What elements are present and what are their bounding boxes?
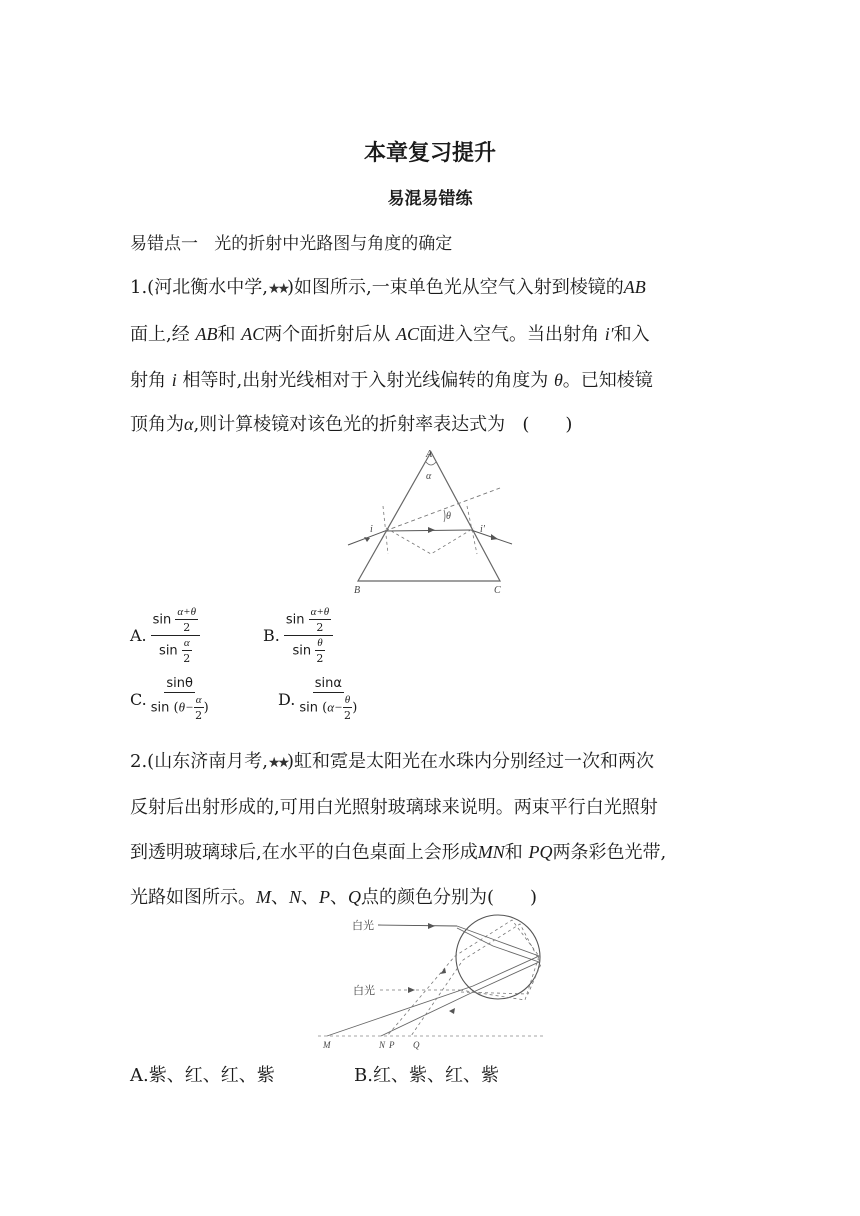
point-p-label: P [389, 1040, 395, 1050]
angle-i-prime-label: i′ [480, 524, 485, 535]
q2-line-3: 到透明玻璃球后,在水平的白色桌面上会形成MN和 PQ两条彩色光带, [130, 842, 667, 863]
white-light-top-label: 白光 [352, 919, 374, 932]
option-c[interactable]: C. sinθ sin (θ− $\frac{\alpha}{2}$ ) [130, 676, 209, 722]
angle-theta-label: θ [446, 511, 451, 522]
error-point-label: 易错点一 [130, 234, 198, 254]
page-title: 本章复习提升 [363, 141, 496, 166]
section-subtitle: 易混易错练 [387, 189, 473, 209]
point-q-label: Q [413, 1040, 420, 1050]
q1-line-3: 射角 i 相等时,出射光线相对于入射光线偏转的角度为 θ。已知棱镜 [130, 370, 653, 391]
option-b[interactable]: B. sin $\frac{\alpha+\theta}{2}$ sin $\frac{\theta}{2}$ [263, 606, 333, 665]
angle-i-label: i [370, 524, 373, 535]
point-n-label: N [379, 1040, 386, 1050]
error-point-text: 光的折射中光路图与角度的确定 [214, 234, 453, 254]
glass-sphere-figure [315, 912, 547, 1050]
vertex-c-label: C [494, 585, 501, 596]
point-m-label: M [323, 1040, 331, 1050]
q2-option-a[interactable]: A.紫、红、红、紫 [130, 1065, 275, 1086]
vertex-a-label: A [426, 449, 433, 460]
q1-line-2: 面上,经 AB和 AC两个面折射后从 AC面进入空气。当出射角 i′和入 [130, 324, 650, 345]
q1-line-1: 1.(河北衡水中学,★★)如图所示,一束单色光从空气入射到棱镜的AB [130, 277, 646, 298]
option-a[interactable]: A. sin $\frac{\alpha+\theta}{2}$ sin $\frac{\alpha}{2}$ [130, 606, 200, 665]
prism-figure [340, 446, 520, 596]
difficulty-stars-icon: ★★ [267, 755, 288, 771]
vertex-b-label: B [354, 585, 361, 596]
q2-line-2: 反射后出射形成的,可用白光照射玻璃球来说明。两束平行白光照射 [130, 797, 658, 818]
q2-option-b[interactable]: B.红、紫、红、紫 [354, 1065, 499, 1086]
error-point-heading [130, 229, 452, 254]
difficulty-stars-icon: ★★ [267, 281, 288, 297]
q2-line-4: 光路如图所示。M、N、P、Q点的颜色分别为( ) [130, 887, 538, 908]
q1-line-4: 顶角为α,则计算棱镜对该色光的折射率表达式为 ( ) [130, 414, 573, 435]
white-light-mid-label: 白光 [353, 984, 375, 997]
option-d[interactable]: D. sinα sin (α− $\frac{\theta}{2}$ ) [278, 676, 358, 722]
q2-line-1: 2.(山东济南月考,★★)虹和霓是太阳光在水珠内分别经过一次和两次 [130, 751, 655, 772]
angle-alpha-label: α [426, 471, 432, 482]
